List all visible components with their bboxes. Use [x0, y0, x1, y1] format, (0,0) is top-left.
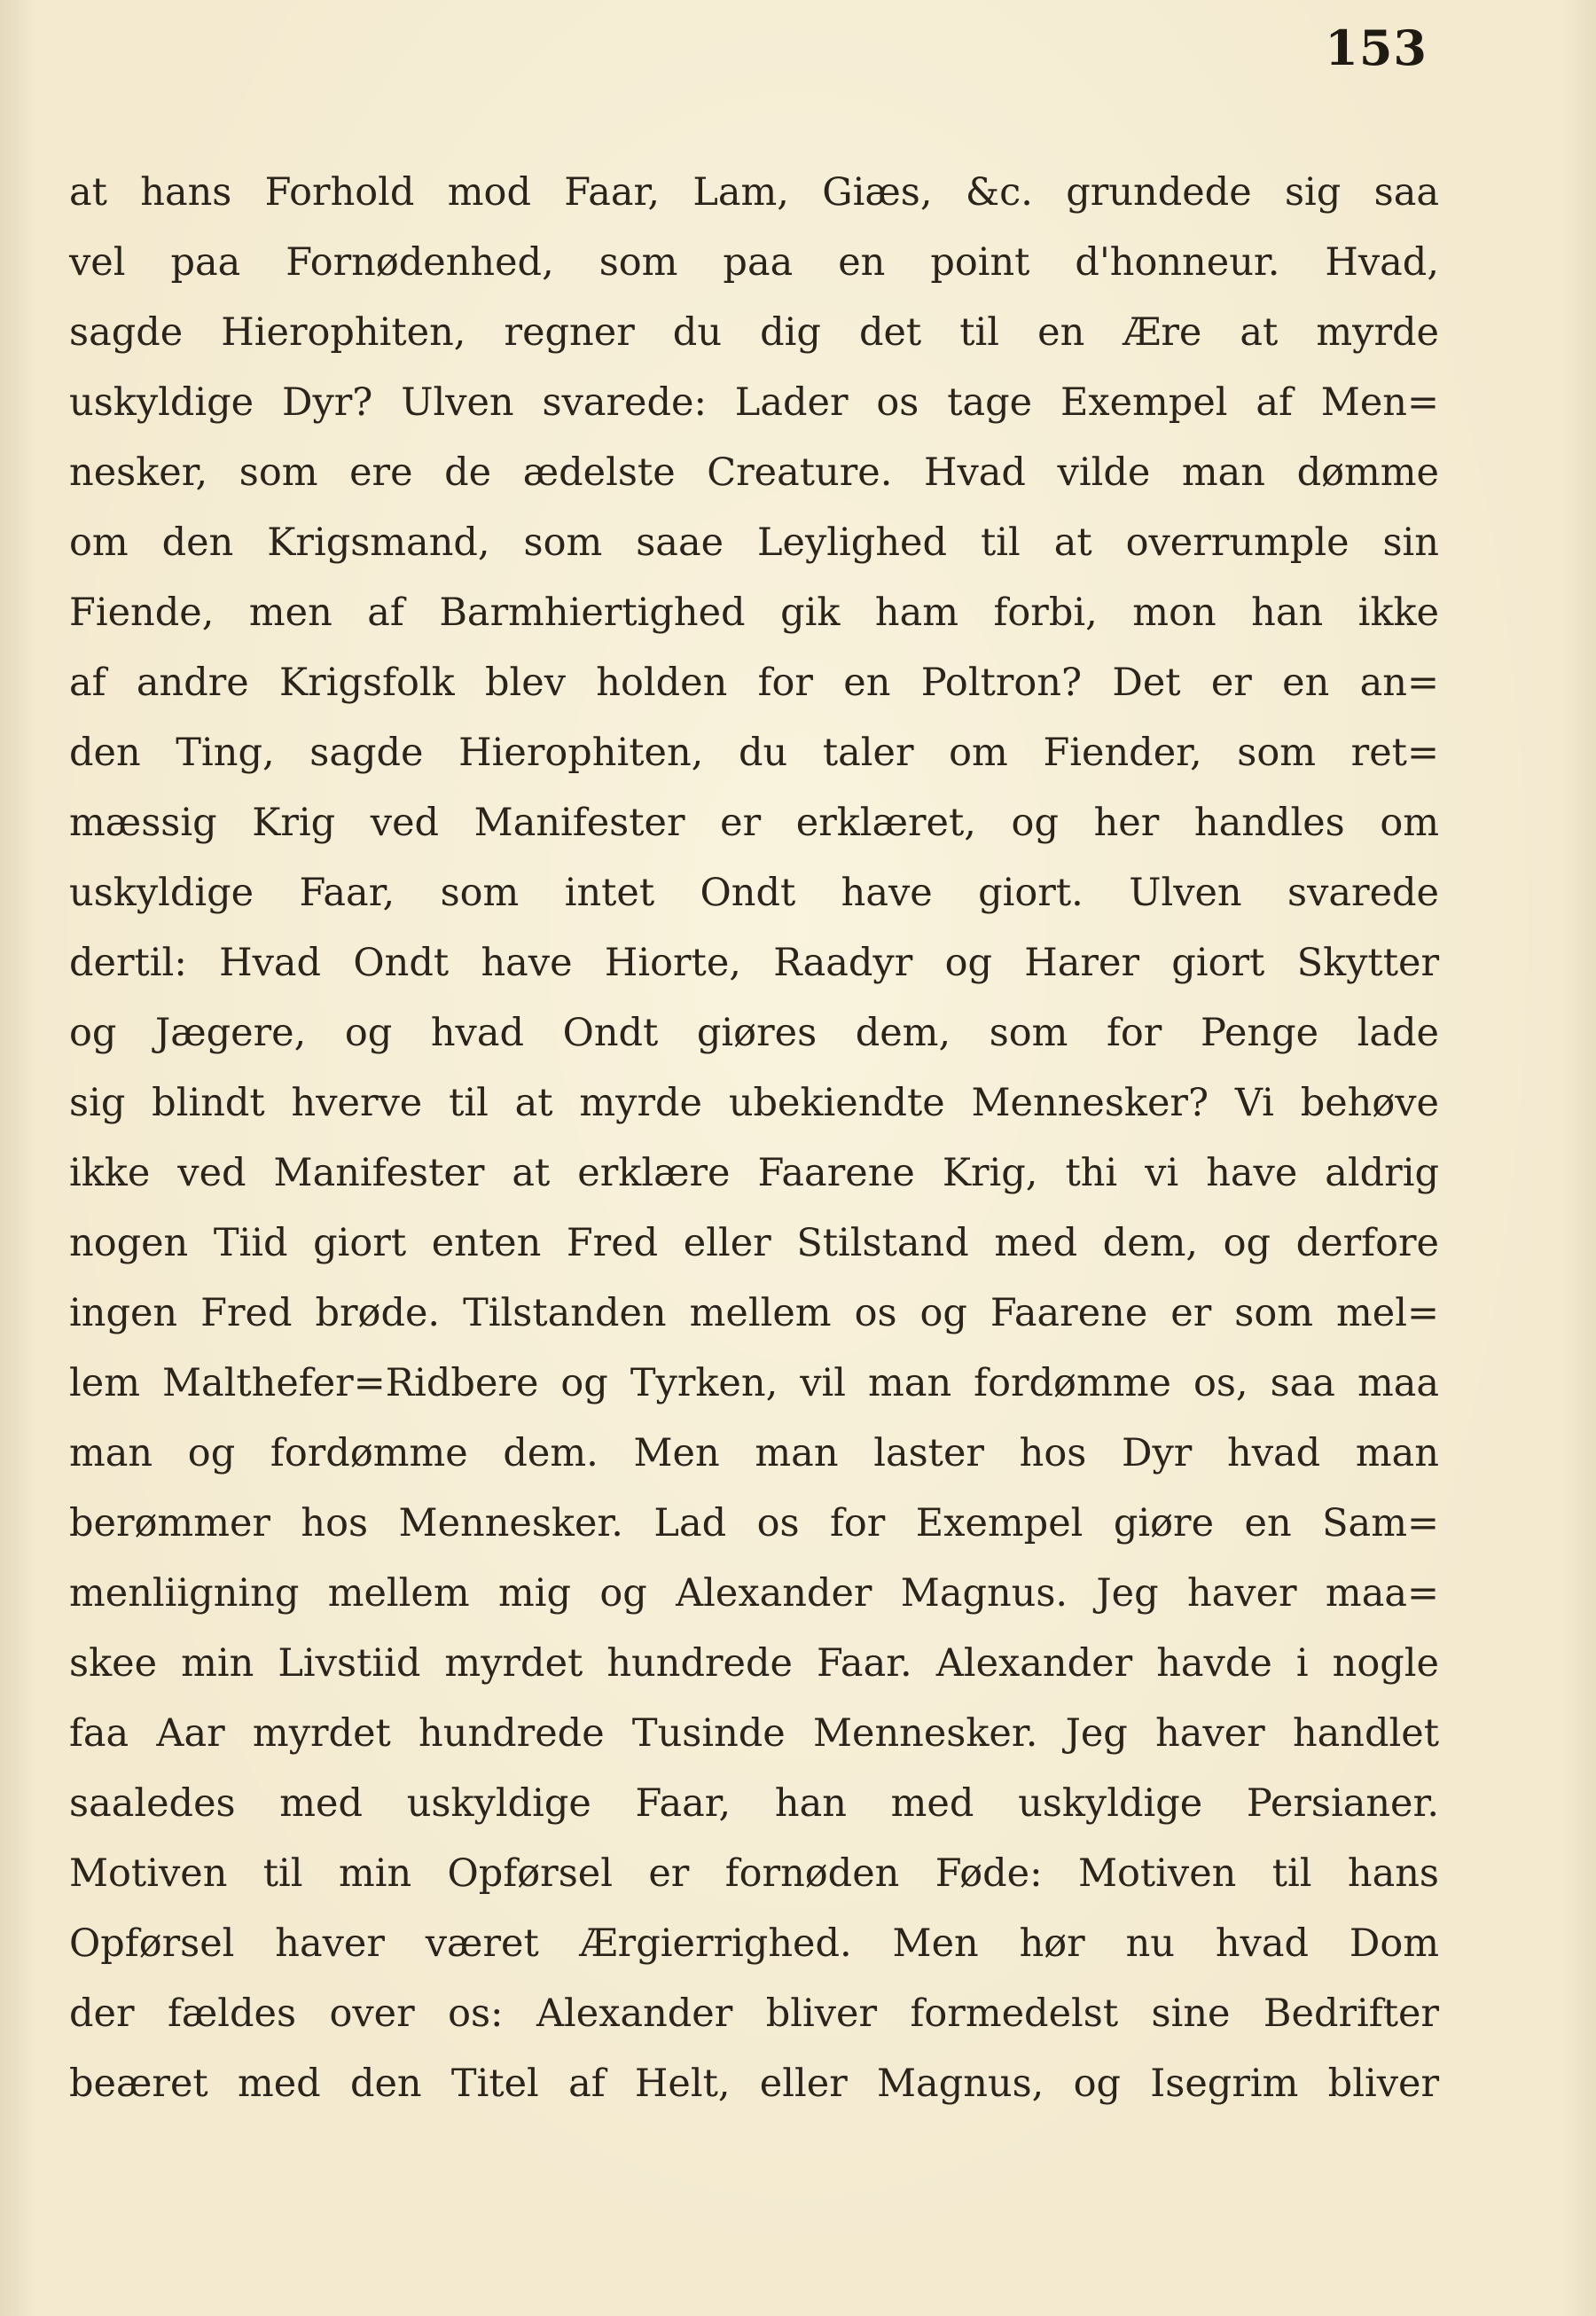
text-line: ikke ved Manifester at erklære Faarene Krig, thi vi have aldrig	[69, 1151, 1439, 1195]
text-line: Motiven til min Opførsel er fornøden Føde: Motiven til hans	[69, 1851, 1439, 1896]
text-line: nesker, som ere de ædelste Creature. Hvad vilde man dømme	[69, 450, 1439, 495]
text-line: mæssig Krig ved Manifester er erklæret, og her handles om	[69, 801, 1439, 845]
text-line: der fældes over os: Alexander bliver formedelst sine Bedrifter	[69, 1991, 1439, 2036]
page-number: 153	[1325, 20, 1428, 76]
text-line: beæret med den Titel af Helt, eller Magnus, og Isegrim bliver	[69, 2062, 1439, 2106]
text-line: Opførsel haver været Ærgierrighed. Men hør nu hvad Dom	[69, 1921, 1439, 1966]
text-line: faa Aar myrdet hundrede Tusinde Mennesker. Jeg haver handlet	[69, 1711, 1439, 1756]
body-text	[69, 158, 1439, 2119]
text-line: berømmer hos Mennesker. Lad os for Exempel giøre en Sam=	[69, 1501, 1439, 1545]
text-line: skee min Livstiid myrdet hundrede Faar. Alexander havde i nogle	[69, 1641, 1439, 1686]
text-line: lem Malthefer=Ridbere og Tyrken, vil man fordømme os, saa maa	[69, 1361, 1439, 1405]
text-line: vel paa Fornødenhed, som paa en point d'honneur. Hvad,	[69, 240, 1439, 285]
text-line: af andre Krigsfolk blev holden for en Poltron? Det er en an=	[69, 661, 1439, 705]
text-line: om den Krigsmand, som saae Leylighed til at overrumple sin	[69, 520, 1439, 565]
text-line: den Ting, sagde Hierophiten, du taler om Fiender, som ret=	[69, 731, 1439, 775]
text-line: sig blindt hverve til at myrde ubekiendte Mennesker? Vi behøve	[69, 1081, 1439, 1125]
text-line: saaledes med uskyldige Faar, han med uskyldige Persianer.	[69, 1781, 1439, 1826]
text-line: nogen Tiid giort enten Fred eller Stilstand med dem, og derfore	[69, 1221, 1439, 1265]
text-line: menliigning mellem mig og Alexander Magnus. Jeg haver maa=	[69, 1571, 1439, 1616]
text-line: dertil: Hvad Ondt have Hiorte, Raadyr og Harer giort Skytter	[69, 941, 1439, 985]
text-line: sagde Hierophiten, regner du dig det til en Ære at myrde	[69, 310, 1439, 355]
text-line: at hans Forhold mod Faar, Lam, Giæs, &c. grundede sig saa	[69, 170, 1439, 215]
text-line: ingen Fred brøde. Tilstanden mellem os og Faarene er som mel=	[69, 1291, 1439, 1335]
text-line: Fiende, men af Barmhiertighed gik ham forbi, mon han ikke	[69, 591, 1439, 635]
text-line: og Jægere, og hvad Ondt giøres dem, som for Penge lade	[69, 1011, 1439, 1055]
text-line: man og fordømme dem. Men man laster hos Dyr hvad man	[69, 1431, 1439, 1475]
text-line: uskyldige Faar, som intet Ondt have giort. Ulven svarede	[69, 871, 1439, 915]
text-line: uskyldige Dyr? Ulven svarede: Lader os tage Exempel af Men=	[69, 380, 1439, 425]
